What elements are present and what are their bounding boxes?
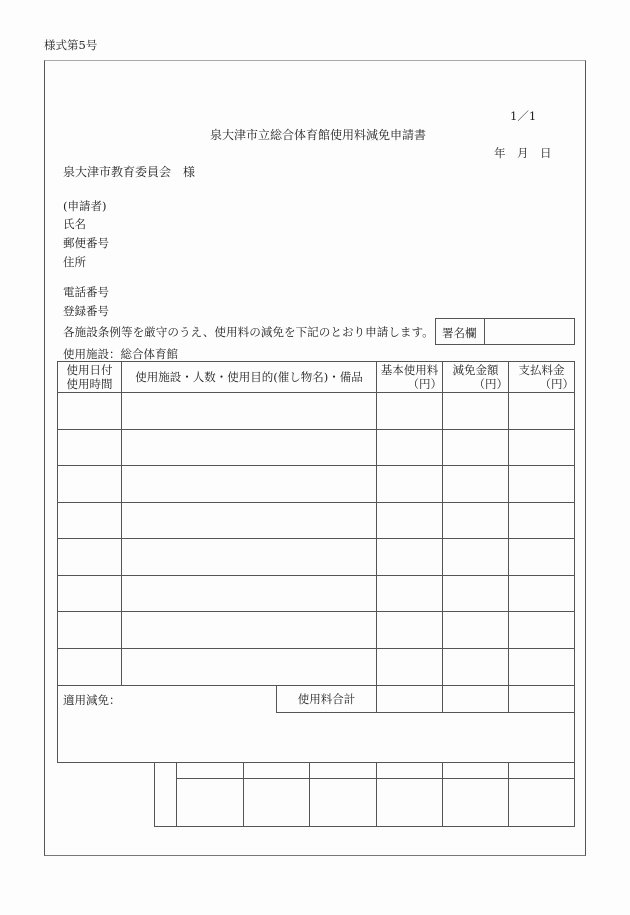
header-base-fee: 基本使用料 (380, 363, 439, 377)
signature-label: 署名欄 (442, 326, 477, 340)
applied-reduction-label: 適用減免： (63, 693, 121, 707)
header-payment: 支払料金 (518, 363, 565, 377)
date-field[interactable]: 年 月 日 (494, 146, 552, 160)
registration-label: 登録番号 (63, 304, 109, 318)
header-reduction: 減免金額 (452, 363, 499, 377)
signature-box (435, 318, 575, 345)
header-reduction-unit: （円） (473, 377, 508, 391)
header-date: 使用日付 (66, 363, 113, 377)
total-label: 使用料合計 (297, 692, 356, 706)
form-number: 様式第5号 (44, 38, 98, 52)
name-label: 氏名 (63, 217, 86, 231)
facility-line: 使用施設：総合体育館 (63, 347, 178, 361)
address-label: 住所 (63, 255, 86, 269)
applicant-heading: (申請者) (63, 199, 107, 213)
declaration-text: 各施設条例等を厳守のうえ、使用料の減免を下記のとおり申請します。 (63, 325, 434, 339)
page-indicator: 1／1 (510, 109, 537, 123)
header-base-fee-unit: （円） (407, 377, 442, 391)
addressee: 泉大津市教育委員会 様 (63, 165, 196, 179)
signature-field[interactable] (485, 319, 574, 344)
postal-label: 郵便番号 (63, 236, 109, 250)
form-title: 泉大津市立総合体育館使用料減免申請書 (210, 128, 427, 142)
header-time: 使用時間 (66, 377, 113, 391)
phone-label: 電話番号 (63, 285, 109, 299)
header-payment-unit: （円） (539, 377, 574, 391)
header-details: 使用施設・人数・使用目的(催し物名)・備品 (135, 370, 363, 384)
